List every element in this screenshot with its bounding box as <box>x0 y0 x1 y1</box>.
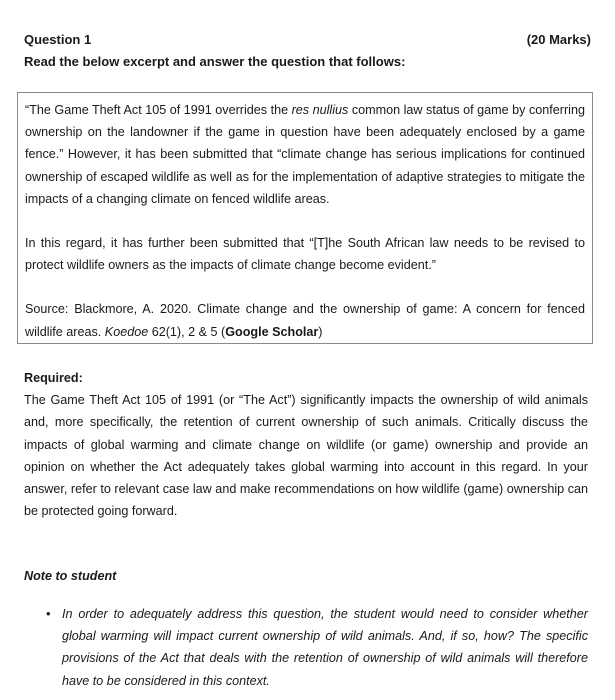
required-text: The Game Theft Act 105 of 1991 (or “The Act”) significantly impacts the ownership of wild animals and, more specifically, the retention of current ownership of such animals. Critically discuss the impacts of global warming and climate change on wildlife (or game) ownership and provide an opinion on whether the Act adequately takes global warming into account in this regard. In your answer, refer to relevant case law and make recommendations on how wildlife (game) ownership can be protected going forward. <box>24 393 588 519</box>
instruction-text: Read the below excerpt and answer the question that follows: <box>24 54 406 69</box>
excerpt-source <box>25 298 585 342</box>
note-bullet-text: In order to adequately address this question, the student would need to consider whether global warming will impact current ownership of wild animals. And, if so, how? The specific provisions of the Act that deals with the retention of ownership of wild animals will therefore have to be considered in this context. <box>62 607 588 688</box>
excerpt-italic-term: res nullius <box>291 103 349 117</box>
excerpt-text: common law status of game by conferring ownership on the landowner if the game in question have been adequately enclosed by a game fence.” However, it has been submitted that “climate change has serious implications for continued ownership of escaped wildlife as well as for the implementation of adaptive strategies to mitigate the impacts of a changing climate on fenced wildlife areas. <box>25 103 585 206</box>
source-text: Source: Blackmore, A. 2020. Climate change and the ownership of game: A concern for fenced wildlife areas. <box>25 302 585 339</box>
required-section <box>24 367 588 522</box>
bullet-icon: • <box>46 606 51 621</box>
source-text: ) <box>318 324 323 339</box>
question-title: Question 1 <box>24 32 92 47</box>
note-title: Note to student <box>24 569 117 583</box>
excerpt-paragraph-1 <box>25 99 585 210</box>
excerpt-box <box>17 92 593 344</box>
note-section <box>24 566 588 692</box>
list-item <box>46 603 588 692</box>
source-text: 62(1), 2 & 5 ( <box>148 324 226 339</box>
source-journal: Koedoe <box>104 324 149 339</box>
question-header <box>24 32 591 47</box>
source-database: Google Scholar <box>225 324 319 339</box>
excerpt-text: “The Game Theft Act 105 of 1991 overrides the <box>25 103 292 117</box>
question-marks: (20 Marks) <box>526 32 591 47</box>
excerpt-paragraph-2: In this regard, it has further been submitted that “[T]he South African law needs to be revised to protect wildlife owners as the impacts of climate change become evident.” <box>25 236 585 273</box>
required-title: Required: <box>24 371 83 385</box>
